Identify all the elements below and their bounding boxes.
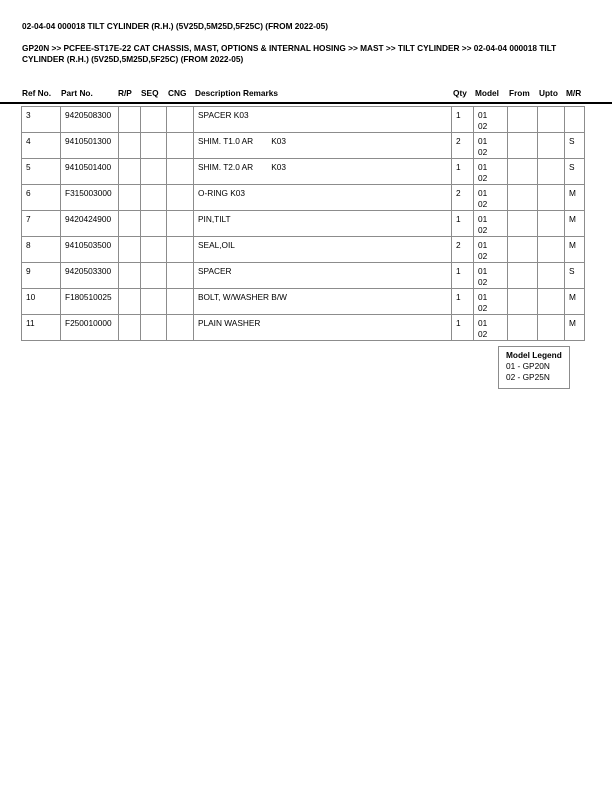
qty-cell: 1 (452, 315, 474, 341)
header-upto: Upto (539, 88, 558, 98)
description-cell (194, 107, 452, 133)
cng-cell (167, 315, 194, 341)
rp-cell (119, 159, 141, 185)
upto-cell (538, 315, 565, 341)
model-code: 02 (478, 328, 488, 339)
qty-cell: 1 (452, 159, 474, 185)
from-cell (508, 315, 538, 341)
table-row (22, 237, 585, 263)
ref-no-cell: 4 (22, 133, 61, 159)
rp-cell (119, 289, 141, 315)
seq-cell (141, 159, 167, 185)
header-divider (0, 102, 612, 104)
model-code: 01 (478, 136, 488, 146)
model-code: 01 (478, 188, 488, 198)
description-cell (194, 237, 452, 263)
cng-cell (167, 263, 194, 289)
model-code: 01 (478, 266, 488, 276)
model-code: 02 (478, 250, 488, 261)
header-part-no: Part No. (61, 88, 93, 98)
ref-no-cell: 3 (22, 107, 61, 133)
mr-cell: M (565, 237, 585, 263)
cng-cell (167, 289, 194, 315)
upto-cell (538, 159, 565, 185)
model-cell (474, 289, 508, 315)
model-code: 02 (478, 198, 488, 209)
upto-cell (538, 211, 565, 237)
part-no-cell: F315003000 (61, 185, 119, 211)
model-legend-item: 01 - GP20N (506, 361, 550, 371)
table-row (22, 211, 585, 237)
from-cell (508, 133, 538, 159)
model-code: 02 (478, 224, 488, 235)
table-row (22, 289, 585, 315)
from-cell (508, 159, 538, 185)
description-remark: K03 (271, 162, 286, 172)
ref-no-cell: 10 (22, 289, 61, 315)
description-cell (194, 211, 452, 237)
cng-cell (167, 133, 194, 159)
model-cell (474, 107, 508, 133)
part-no-cell: 9410503500 (61, 237, 119, 263)
qty-cell: 1 (452, 289, 474, 315)
description-cell (194, 315, 452, 341)
model-code: 02 (478, 302, 488, 313)
part-no-cell: 9420424900 (61, 211, 119, 237)
upto-cell (538, 263, 565, 289)
mr-cell: S (565, 263, 585, 289)
seq-cell (141, 133, 167, 159)
model-cell (474, 159, 508, 185)
model-cell (474, 237, 508, 263)
seq-cell (141, 107, 167, 133)
qty-cell: 1 (452, 107, 474, 133)
model-cell (474, 315, 508, 341)
model-legend (498, 346, 570, 389)
ref-no-cell: 7 (22, 211, 61, 237)
ref-no-cell: 9 (22, 263, 61, 289)
description-cell (194, 263, 452, 289)
cng-cell (167, 211, 194, 237)
description-cell (194, 289, 452, 315)
ref-no-cell: 5 (22, 159, 61, 185)
description-text: SHIM. T2.0 AR (198, 162, 254, 172)
parts-table (21, 106, 585, 341)
table-row (22, 263, 585, 289)
mr-cell (565, 107, 585, 133)
description-text: SHIM. T1.0 AR (198, 136, 254, 146)
header-seq: SEQ (141, 88, 159, 98)
upto-cell (538, 289, 565, 315)
from-cell (508, 263, 538, 289)
seq-cell (141, 289, 167, 315)
rp-cell (119, 185, 141, 211)
model-cell (474, 263, 508, 289)
model-code: 01 (478, 214, 488, 224)
page-title: 02-04-04 000018 TILT CYLINDER (R.H.) (5V25D,5M25D,5F25C) (FROM 2022-05) (22, 21, 329, 31)
description-cell (194, 159, 452, 185)
header-mr: M/R (566, 88, 582, 98)
model-code: 01 (478, 292, 488, 302)
seq-cell (141, 237, 167, 263)
model-cell (474, 185, 508, 211)
header-description: Description Remarks (195, 88, 279, 98)
from-cell (508, 107, 538, 133)
header-qty: Qty (453, 88, 467, 98)
parts-table-body (22, 107, 585, 341)
qty-cell: 2 (452, 237, 474, 263)
mr-cell: S (565, 159, 585, 185)
part-no-cell: F180510025 (61, 289, 119, 315)
description-text: PLAIN WASHER (198, 318, 261, 328)
model-legend-item: 02 - GP25N (506, 372, 550, 382)
cng-cell (167, 237, 194, 263)
rp-cell (119, 211, 141, 237)
description-text: SEAL,OIL (198, 240, 235, 250)
model-code: 02 (478, 276, 488, 287)
cng-cell (167, 107, 194, 133)
model-code: 02 (478, 172, 488, 183)
rp-cell (119, 263, 141, 289)
table-row (22, 159, 585, 185)
ref-no-cell: 6 (22, 185, 61, 211)
model-code: 01 (478, 240, 488, 250)
table-row (22, 107, 585, 133)
upto-cell (538, 185, 565, 211)
rp-cell (119, 315, 141, 341)
qty-cell: 1 (452, 211, 474, 237)
breadcrumb: GP20N >> PCFEE-ST17E-22 CAT CHASSIS, MAST, OPTIONS & INTERNAL HOSING >> MAST >> TILT CYLINDER >> 02-04-04 000018 TILT CYLINDER (R.H.) (5V25D,5M25D,5F25C) (FROM 2022-05) (22, 43, 557, 64)
mr-cell: M (565, 315, 585, 341)
from-cell (508, 185, 538, 211)
model-code: 02 (478, 146, 488, 157)
upto-cell (538, 107, 565, 133)
rp-cell (119, 133, 141, 159)
model-cell (474, 211, 508, 237)
seq-cell (141, 211, 167, 237)
description-text: PIN,TILT (198, 214, 231, 224)
qty-cell: 2 (452, 185, 474, 211)
part-no-cell: F250010000 (61, 315, 119, 341)
table-row (22, 133, 585, 159)
model-code: 01 (478, 162, 488, 172)
part-no-cell: 9420508300 (61, 107, 119, 133)
mr-cell: M (565, 211, 585, 237)
header-model: Model (475, 88, 499, 98)
from-cell (508, 237, 538, 263)
table-row (22, 185, 585, 211)
qty-cell: 1 (452, 263, 474, 289)
table-header-row (0, 88, 612, 100)
description-cell (194, 133, 452, 159)
upto-cell (538, 133, 565, 159)
upto-cell (538, 237, 565, 263)
rp-cell (119, 237, 141, 263)
qty-cell: 2 (452, 133, 474, 159)
mr-cell: S (565, 133, 585, 159)
table-row (22, 315, 585, 341)
mr-cell: M (565, 185, 585, 211)
cng-cell (167, 185, 194, 211)
seq-cell (141, 315, 167, 341)
part-no-cell: 9420503300 (61, 263, 119, 289)
from-cell (508, 211, 538, 237)
mr-cell: M (565, 289, 585, 315)
description-text: SPACER (198, 266, 232, 276)
header-ref-no: Ref No. (22, 88, 52, 98)
seq-cell (141, 263, 167, 289)
cng-cell (167, 159, 194, 185)
ref-no-cell: 11 (22, 315, 61, 341)
rp-cell (119, 107, 141, 133)
description-text: SPACER K03 (198, 110, 249, 120)
model-code: 01 (478, 318, 488, 328)
part-no-cell: 9410501400 (61, 159, 119, 185)
description-cell (194, 185, 452, 211)
description-remark: K03 (271, 136, 286, 146)
model-code: 02 (478, 120, 488, 131)
part-no-cell: 9410501300 (61, 133, 119, 159)
seq-cell (141, 185, 167, 211)
ref-no-cell: 8 (22, 237, 61, 263)
description-text: O-RING K03 (198, 188, 246, 198)
description-text: BOLT, W/WASHER B/W (198, 292, 287, 302)
header-rp: R/P (118, 88, 132, 98)
model-cell (474, 133, 508, 159)
from-cell (508, 289, 538, 315)
header-from: From (509, 88, 530, 98)
model-legend-title: Model Legend (506, 350, 562, 360)
model-code: 01 (478, 110, 488, 120)
header-cng: CNG (168, 88, 187, 98)
